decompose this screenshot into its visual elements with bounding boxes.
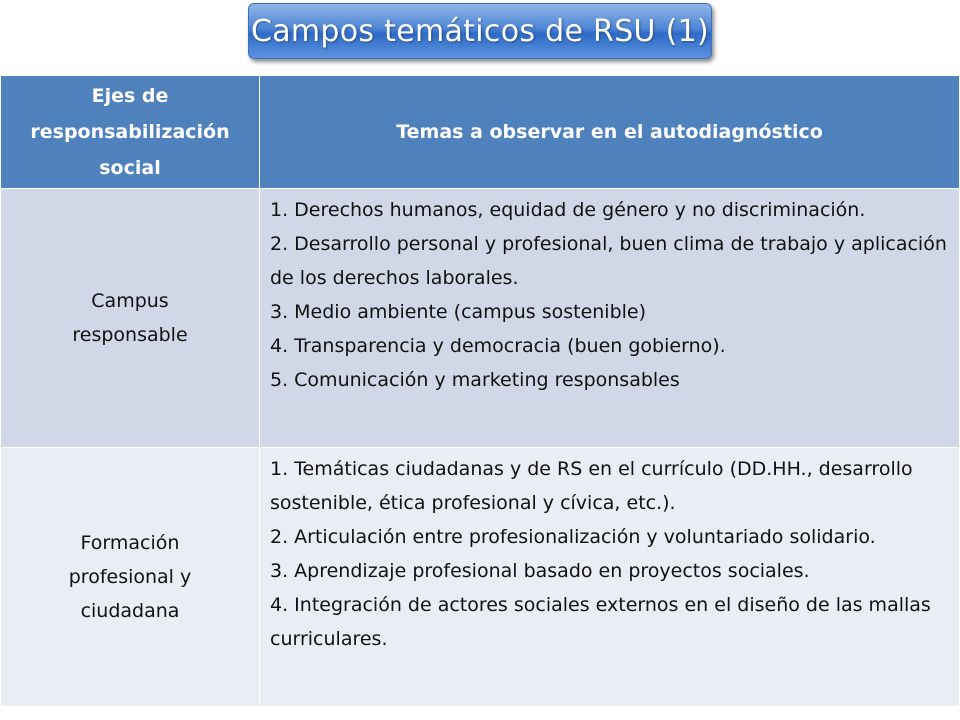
axis-cell: Campus responsable — [1, 189, 260, 448]
topics-cell — [260, 448, 960, 707]
table-header-row — [1, 76, 960, 189]
topics-cell — [260, 189, 960, 448]
topic-item: 4. Transparencia y democracia (buen gobierno). — [270, 335, 726, 357]
slide-title: Campos temáticos de RSU (1) — [248, 3, 712, 59]
topic-item: 2. Desarrollo personal y profesional, buen clima de trabajo y aplicación de los derechos laborales. — [270, 233, 947, 289]
topic-item: 4. Integración de actores sociales externos en el diseño de las mallas curriculares. — [270, 594, 931, 650]
axis-cell: Formación profesional y ciudadana — [1, 448, 260, 707]
header-axes: Ejes de responsabilización social — [1, 76, 260, 189]
header-topics: Temas a observar en el autodiagnóstico — [260, 76, 960, 189]
topic-item: 1. Derechos humanos, equidad de género y no discriminación. — [270, 199, 866, 221]
topic-item: 1. Temáticas ciudadanas y de RS en el currículo (DD.HH., desarrollo sostenible, ética profesional y cívica, etc.). — [270, 458, 913, 514]
topic-item: 3. Medio ambiente (campus sostenible) — [270, 301, 647, 323]
topic-item: 5. Comunicación y marketing responsables — [270, 369, 680, 391]
table-row — [1, 189, 960, 448]
topic-item: 2. Articulación entre profesionalización y voluntariado solidario. — [270, 526, 876, 548]
themes-table — [0, 75, 960, 707]
table-row — [1, 448, 960, 707]
topic-item: 3. Aprendizaje profesional basado en proyectos sociales. — [270, 560, 810, 582]
